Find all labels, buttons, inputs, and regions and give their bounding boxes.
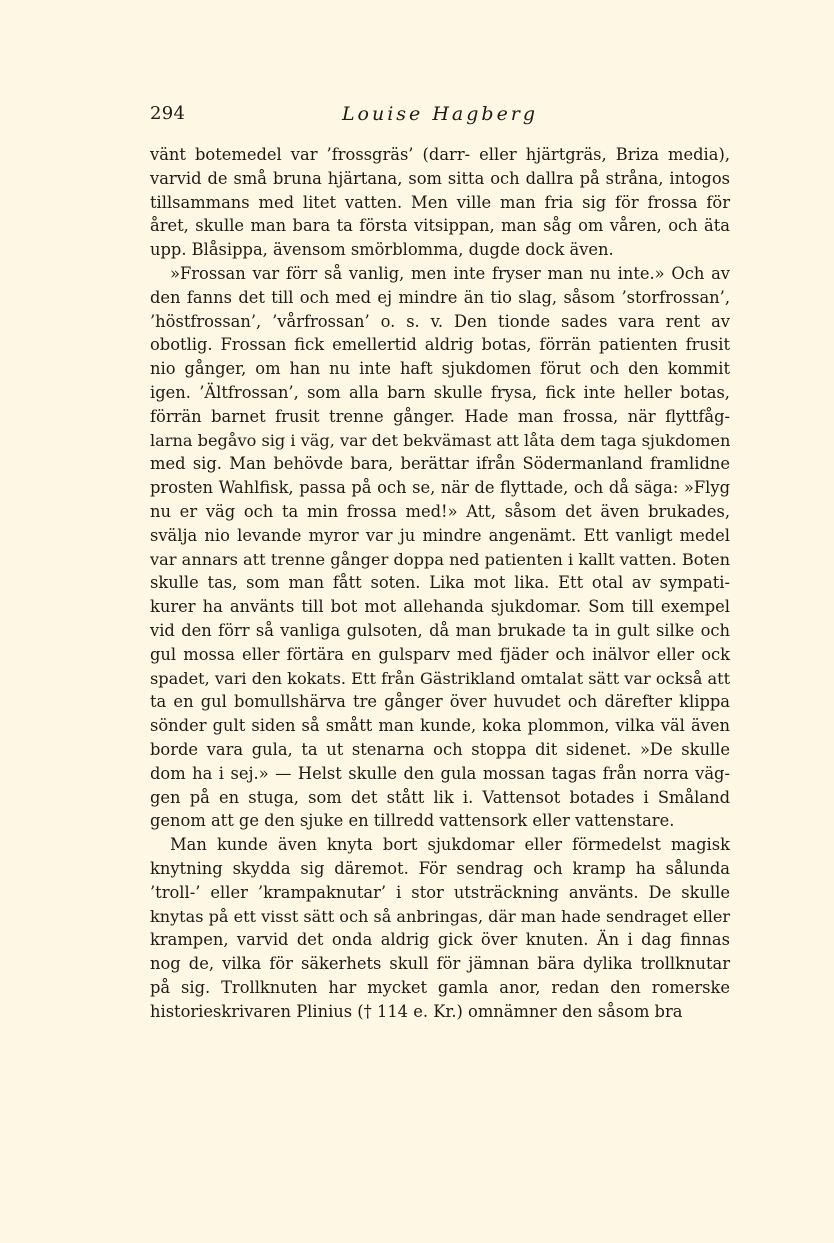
text-line: kurer ha använts till bot mot allehanda sjukdomar. Som till exempel — [150, 597, 730, 617]
text-line: med sig. Man behövde bara, berättar ifrån Södermanland framlidne — [150, 454, 730, 474]
text-line: nog de, vilka för säkerhets skull för jämnan bära dylika trollknutar — [150, 954, 730, 974]
body-text — [150, 143, 730, 1023]
paragraph — [150, 262, 730, 833]
text-line: igen. ’Ältfrossan’, som alla barn skulle frysa, fick inte heller botas, — [150, 382, 730, 402]
text-line: krampen, varvid det onda aldrig gick över knuten. Än i dag finnas — [150, 930, 730, 950]
text-line: sönder gult siden så smått man kunde, koka plommon, vilka väl även — [150, 716, 730, 736]
text-line: larna begåvo sig i väg, var det bekvämast att låta dem taga sjukdomen — [150, 430, 731, 450]
text-line: ta en gul bomullshärva tre gånger över huvudet och därefter klippa — [150, 692, 730, 712]
text-line: »Frossan var förr så vanlig, men inte fryser man nu inte.» Och av — [170, 263, 730, 283]
text-line: obotlig. Frossan fick emellertid aldrig botas, förrän patienten frusit — [150, 335, 730, 355]
text-line: vänt botemedel var ’frossgräs’ (darr- eller hjärtgräs, Briza media), — [150, 145, 730, 164]
text-line: gen på en stuga, som det stått lik i. Vattensot botades i Småland — [150, 787, 730, 807]
text-line: skulle tas, som man fått soten. Lika mot lika. Ett otal av sympati- — [150, 573, 730, 593]
text-line: nio gånger, om han nu inte haft sjukdomen förut och den kommit — [150, 359, 730, 379]
text-line: spadet, vari den kokats. Ett från Gästrikland omtalat sätt var också att — [150, 668, 731, 688]
text-line: på sig. Trollknuten har mycket gamla anor, redan den romerske — [150, 977, 730, 997]
paragraph — [150, 833, 730, 1023]
text-line: knytning skydda sig däremot. För sendrag och kramp ha sålunda — [150, 858, 730, 878]
text-line: genom att ge den sjuke en tillredd vattensork eller vattenstare. — [150, 811, 675, 831]
text-line: upp. Blåsippa, ävensom smörblomma, dugde dock även. — [150, 240, 614, 260]
text-line: den fanns det till och med ej mindre än tio slag, såsom ’storfrossan’, — [150, 287, 730, 307]
text-line: var annars att trenne gånger doppa ned patienten i kallt vatten. Boten — [150, 549, 731, 569]
page-header — [150, 103, 730, 133]
text-line: förrän barnet frusit trenne gånger. Hade man frossa, när flyttfåg- — [150, 406, 730, 426]
text-line: dom ha i sej.» — Helst skulle den gula mossan tagas från norra väg- — [150, 763, 730, 783]
page-number: 294 — [150, 103, 186, 124]
text-line: borde vara gula, ta ut stenarna och stoppa dit sidenet. »De skulle — [150, 739, 730, 759]
text-line: historieskrivaren Plinius († 114 e. Kr.) omnämner den såsom bra — [150, 1001, 683, 1021]
text-line: knytas på ett visst sätt och så anbringas, där man hade sendraget eller — [150, 906, 731, 926]
text-line: Man kunde även knyta bort sjukdomar eller förmedelst magisk — [170, 835, 730, 855]
text-line: tillsammans med litet vatten. Men ville man fria sig för frossa för — [150, 192, 730, 212]
text-line: ’troll-’ eller ’krampaknutar’ i stor utsträckning använts. De skulle — [150, 882, 730, 902]
text-line: prosten Wahlfisk, passa på och se, när de flyttade, och då säga: »Flyg — [150, 478, 730, 498]
text-line: ’höstfrossan’, ’vårfrossan’ o. s. v. Den tionde sades vara rent av — [150, 311, 730, 331]
text-line: gul mossa eller förtära en gulsparv med fjäder och inälvor eller ock — [150, 644, 730, 664]
paragraph — [150, 143, 730, 262]
text-line: vid den förr så vanliga gulsoten, då man brukade ta in gult silke och — [150, 620, 730, 640]
text-line: nu er väg och ta min frossa med!» Att, såsom det även brukades, — [150, 501, 730, 521]
text-line: året, skulle man bara ta första vitsippan, man såg om våren, och äta — [150, 216, 730, 236]
text-line: svälja nio levande myror var ju mindre angenämt. Ett vanligt medel — [150, 525, 730, 545]
text-line: varvid de små bruna hjärtana, som sitta och dallra på stråna, intogos — [150, 168, 730, 188]
running-head: Louise Hagberg — [341, 103, 539, 125]
